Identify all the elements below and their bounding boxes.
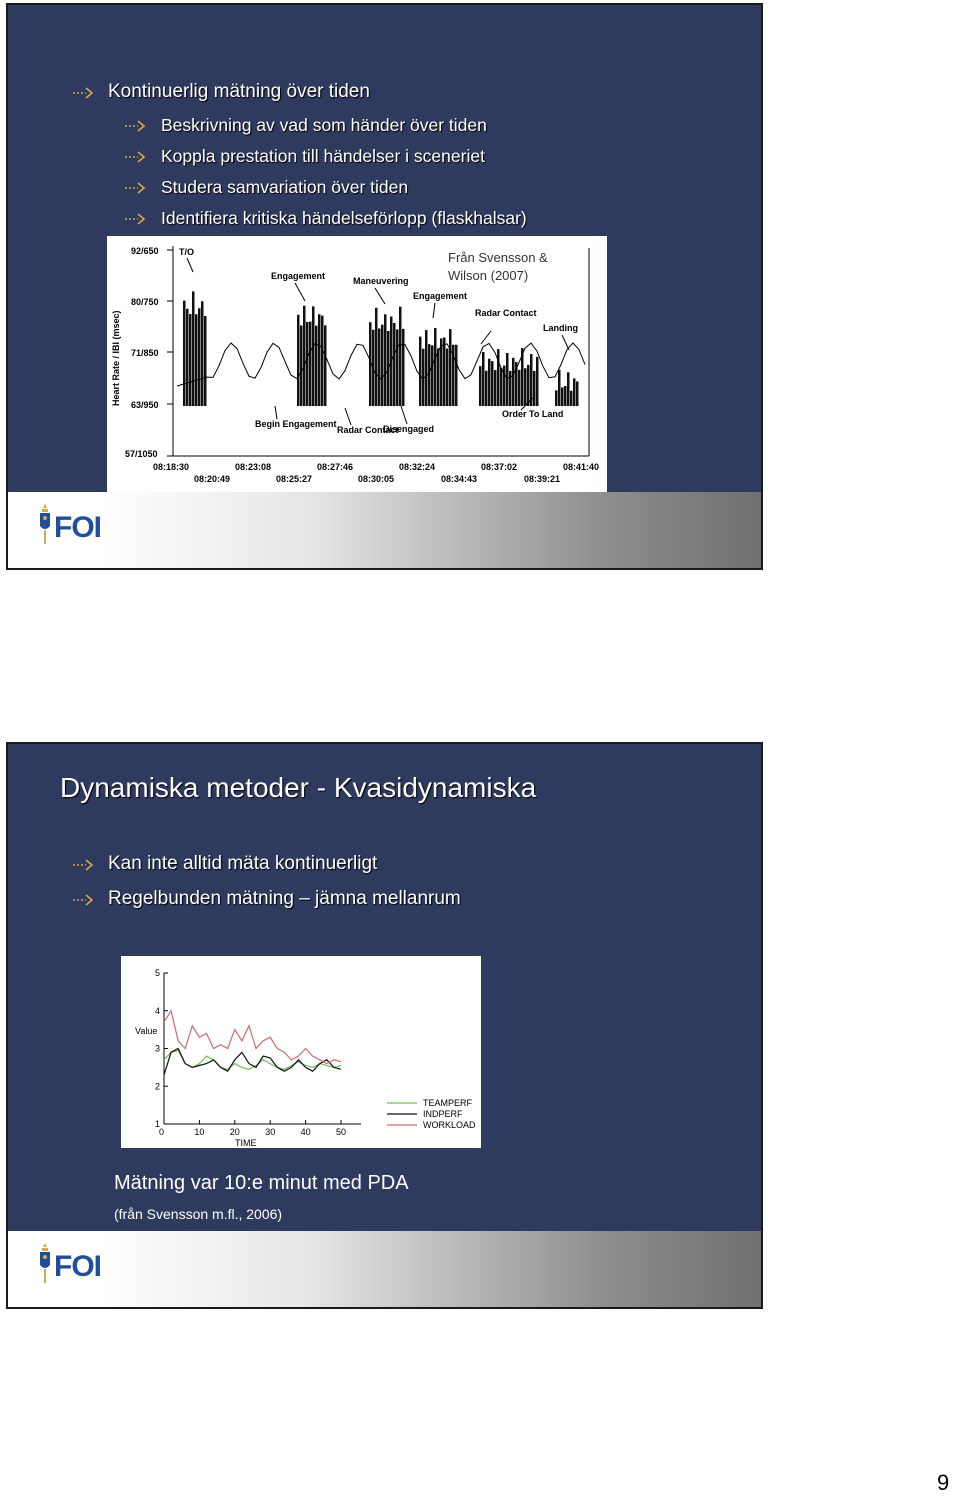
x-tick-label: 20: [229, 1127, 240, 1137]
x-tick-label: 08:30:05: [358, 474, 395, 484]
slide-1: [6, 3, 763, 570]
y-tick-label: 3: [155, 1043, 161, 1054]
heart-rate-bar: [455, 345, 458, 406]
annotation-engagement-2: Engagement: [413, 291, 468, 301]
y-tick-marks: [167, 250, 173, 456]
heart-rate-bar: [536, 357, 539, 406]
heart-rate-bar: [558, 370, 561, 406]
heart-rate-bar: [564, 386, 567, 406]
heart-rate-bar: [533, 371, 536, 406]
legend-label: INDPERF: [423, 1109, 463, 1119]
y-axis-label: Value: [135, 1026, 158, 1036]
x-tick-label: 30: [265, 1127, 276, 1137]
heart-rate-chart: [107, 236, 607, 494]
legend: [387, 1098, 476, 1130]
heart-rate-bar: [567, 372, 570, 406]
x-tick-label: 08:20:49: [194, 474, 231, 484]
heart-rate-bar: [437, 348, 440, 406]
y-tick-label: 80/750: [131, 297, 159, 307]
series-line-workload: [164, 1011, 341, 1064]
x-tick-label: 08:32:24: [399, 462, 436, 472]
x-tick-label: 50: [336, 1127, 347, 1137]
x-tick-label: 08:37:02: [481, 462, 518, 472]
y-tick-label: 71/850: [131, 348, 159, 358]
y-tick-label: 4: [155, 1005, 161, 1016]
heart-rate-bar: [431, 345, 434, 406]
heart-rate-bar: [488, 359, 491, 406]
heart-rate-bar: [555, 390, 558, 406]
heart-rate-bar: [183, 301, 186, 406]
figure-note: Wilson (2007): [448, 268, 529, 283]
heart-rate-bar: [446, 349, 449, 406]
heart-rate-bar: [524, 368, 527, 406]
x-tick-label: 08:27:46: [317, 462, 354, 472]
y-tick-label: 92/650: [131, 246, 159, 256]
heart-rate-bar: [491, 361, 494, 406]
heart-rate-bar: [396, 329, 399, 406]
y-tick-label: 63/950: [131, 400, 159, 410]
x-tick-label: 08:34:43: [441, 474, 478, 484]
annotation-maneuvering: Maneuvering: [353, 276, 409, 286]
heart-rate-bar: [399, 307, 402, 406]
logo-text: FOI: [54, 1250, 101, 1283]
heart-rate-bar: [518, 370, 521, 406]
heart-rate-bar: [186, 309, 189, 406]
annotation-landing: Landing: [543, 323, 578, 333]
slide-2: [6, 742, 763, 1309]
heart-rate-bar: [425, 330, 428, 406]
heart-rate-bar: [440, 338, 443, 406]
series-lines: [164, 1011, 341, 1075]
y-tick-label: 1: [155, 1119, 161, 1129]
y-tick-label: 5: [155, 968, 161, 978]
annotation-engagement: Engagement: [271, 271, 326, 281]
heart-rate-bar: [570, 391, 573, 406]
heart-rate-bar: [482, 352, 485, 406]
x-tick-label: 08:39:21: [524, 474, 561, 484]
x-tick-label: 08:18:30: [153, 462, 190, 472]
annotation-radar: Radar Contact: [475, 308, 537, 318]
heart-rate-bar: [576, 381, 579, 406]
heart-rate-bar: [384, 314, 387, 406]
annotation-begin-engagement: Begin Engagement: [255, 419, 337, 429]
arrow-bullet-icon: [124, 151, 146, 163]
x-tick-label: 08:23:08: [235, 462, 272, 472]
heart-rate-bar: [573, 378, 576, 406]
heart-rate-bar: [402, 329, 405, 406]
heart-rate-bar: [198, 308, 201, 406]
heart-rate-bar: [479, 366, 482, 406]
heart-rate-bar: [419, 337, 422, 406]
heart-rate-bar: [527, 365, 530, 406]
heart-rate-bar: [324, 325, 327, 406]
heart-rate-bar: [449, 329, 452, 406]
heart-rate-bar: [512, 358, 515, 406]
x-tick-label: 0: [159, 1127, 165, 1137]
line-chart-figure: [121, 956, 481, 1148]
heart-rate-bar: [381, 325, 384, 406]
footer-bar: [8, 492, 761, 568]
bullet: Kan inte alltid mäta kontinuerligt: [108, 853, 378, 874]
y-tick-label: 2: [155, 1081, 161, 1092]
bullet-main: Kontinuerlig mätning över tiden: [108, 81, 370, 102]
arrow-bullet-icon: [124, 213, 146, 225]
heart-rate-bar: [318, 314, 321, 406]
figure-note: Från Svensson &: [448, 250, 548, 265]
x-tick-label: 08:25:27: [276, 474, 313, 484]
arrow-bullet-icon: [72, 859, 94, 871]
heart-rate-bar: [321, 316, 324, 406]
sub-bullet: Identifiera kritiska händelseförlopp (flaskhalsar): [161, 208, 527, 228]
foi-logo: [34, 1241, 124, 1295]
source-note: (från Svensson m.fl., 2006): [114, 1206, 283, 1222]
annotation-disengaged: Disengaged: [383, 424, 435, 434]
heart-rate-bar: [195, 314, 198, 406]
heart-rate-bar: [201, 301, 204, 406]
x-axis-label: TIME: [235, 1138, 257, 1148]
heart-rate-bar: [315, 326, 318, 406]
heart-rate-bar: [561, 387, 564, 406]
line-chart: [121, 956, 481, 1148]
x-tick-label: 40: [300, 1127, 311, 1137]
heart-rate-bar: [189, 314, 192, 406]
annotation-radar-contact: Radar Contact: [337, 425, 399, 435]
sub-bullet: Koppla prestation till händelser i sceneriet: [161, 146, 485, 166]
heart-rate-bar: [443, 337, 446, 406]
x-tick-label: 08:41:40: [563, 462, 600, 472]
heart-rate-bar: [192, 291, 195, 406]
y-axis-label: Heart Rate / IBI (msec): [111, 310, 121, 406]
heart-rate-bar: [434, 328, 437, 406]
heart-rate-bar: [506, 353, 509, 406]
crest-icon: [38, 504, 52, 548]
arrow-bullet-icon: [72, 87, 94, 99]
annotation-to: T/O: [179, 247, 194, 257]
heart-rate-bar: [309, 322, 312, 406]
heart-rate-bar: [428, 344, 431, 406]
annotation-order-to-land: Order To Land: [502, 409, 564, 419]
heart-rate-bar: [303, 306, 306, 406]
bullet: Regelbunden mätning – jämna mellanrum: [108, 888, 461, 909]
heart-rate-bar: [204, 316, 207, 406]
legend-label: WORKLOAD: [423, 1120, 476, 1130]
slide-title: Dynamiska metoder - Kvasidynamiska: [60, 772, 537, 803]
legend-label: TEAMPERF: [423, 1098, 473, 1108]
series-line-indperf: [164, 1049, 341, 1075]
crest-icon: [38, 1243, 52, 1287]
heart-rate-bar: [494, 370, 497, 406]
heart-rate-bar: [297, 315, 300, 406]
page-number: 9: [937, 1470, 950, 1495]
arrow-bullet-icon: [124, 182, 146, 194]
arrow-bullet-icon: [72, 894, 94, 906]
heart-rate-bar: [312, 306, 315, 406]
heart-rate-bar: [500, 368, 503, 406]
foi-logo: [34, 502, 124, 556]
heart-rate-bar: [375, 308, 378, 406]
logo-text: FOI: [54, 511, 101, 544]
x-ticks: [159, 1120, 346, 1137]
heart-rate-bar: [300, 326, 303, 406]
heart-rate-bar: [485, 371, 488, 406]
heart-rate-figure: [107, 236, 607, 494]
arrow-bullet-icon: [124, 120, 146, 132]
heart-rate-bar: [306, 322, 309, 406]
y-ticks: [155, 968, 168, 1129]
heart-rate-bar: [378, 328, 381, 406]
x-tick-label: 10: [194, 1127, 205, 1137]
sub-bullet: Beskrivning av vad som händer över tiden: [161, 115, 487, 135]
heart-rate-bar: [393, 323, 396, 406]
y-tick-label: 57/1050: [125, 449, 158, 459]
footer-bar: [8, 1231, 761, 1307]
caption: Mätning var 10:e minut med PDA: [114, 1172, 409, 1194]
sub-bullet: Studera samvariation över tiden: [161, 177, 409, 197]
